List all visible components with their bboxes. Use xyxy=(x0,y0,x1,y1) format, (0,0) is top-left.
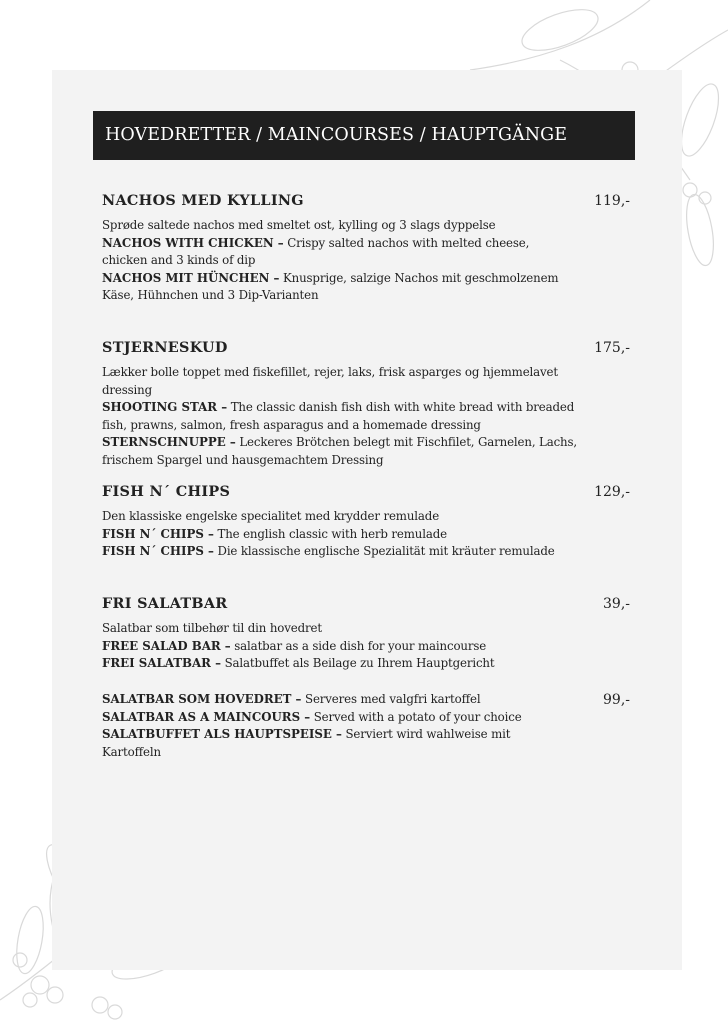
label-german: NACHOS MIT HÜNCHEN – xyxy=(102,270,280,285)
item-price: 99,- xyxy=(603,692,630,708)
section-title: HOVEDRETTER / MAINCOURSES / HAUPTGÄNGE xyxy=(105,125,568,145)
description-english: salatbar as a side dish for your maincourse xyxy=(230,638,487,653)
description-english: Served with a potato of your choice xyxy=(310,709,522,724)
label-english: FREE SALAD BAR – xyxy=(102,638,231,653)
item-title: FISH N´ CHIPS xyxy=(102,483,231,500)
item-description xyxy=(102,620,572,673)
item-price: 119,- xyxy=(594,193,630,209)
label-german: FISH N´ CHIPS – xyxy=(102,544,214,559)
label-german: STERNSCHNUPPE – xyxy=(102,435,236,450)
description-german: Serviert wird wahlweise mit Kartoffeln xyxy=(102,727,511,759)
description-danish: Salatbar som tilbehør til din hovedret xyxy=(102,621,322,635)
item-price: 39,- xyxy=(603,596,630,612)
menu-item-fish-n-chips xyxy=(102,483,630,561)
item-description xyxy=(102,364,582,470)
description-english: The classic danish fish dish with white bread with breaded fish, prawns, salmon, fresh asparagus and a homemade dressing xyxy=(102,400,575,432)
label-english: SHOOTING STAR – xyxy=(102,400,228,415)
item-title: STJERNESKUD xyxy=(102,339,228,356)
description-german: Die klassische englische Spezialität mit kräuter remulade xyxy=(213,544,555,559)
description-danish: Lækker bolle toppet med fiskefillet, rejer, laks, frisk asparges og hjemmelavet dressing xyxy=(102,365,558,397)
description-danish: Den klassiske engelske specialitet med krydder remulade xyxy=(102,509,440,523)
label-german: FREI SALATBAR – xyxy=(102,656,221,671)
section-header xyxy=(93,111,635,160)
item-title: FRI SALATBAR xyxy=(102,595,228,612)
label-english: FISH N´ CHIPS – xyxy=(102,526,214,541)
item-price: 129,- xyxy=(594,484,630,500)
menu-item-salatbar-main xyxy=(102,691,630,761)
description-german: Leckeres Brötchen belegt mit Fischfilet, Garnelen, Lachs, frischem Spargel und hausgemachtem Dressing xyxy=(102,435,577,467)
description-english: The english classic with herb remulade xyxy=(213,526,447,541)
label-danish: SALATBAR SOM HOVEDRET – xyxy=(102,692,302,706)
menu-item-fri-salatbar xyxy=(102,595,630,673)
description-german: Salatbuffet als Beilage zu Ihrem Hauptgericht xyxy=(220,656,495,671)
menu-item-nachos xyxy=(102,192,630,305)
item-description xyxy=(102,508,572,561)
item-price: 175,- xyxy=(594,340,630,356)
description-danish: Serveres med valgfri kartoffel xyxy=(301,692,481,706)
label-english: NACHOS WITH CHICKEN – xyxy=(102,235,284,250)
item-title: NACHOS MED KYLLING xyxy=(102,192,304,209)
item-description xyxy=(102,691,572,761)
item-description xyxy=(102,217,572,305)
label-english: SALATBAR AS A MAINCOURS – xyxy=(102,709,311,724)
description-danish: Sprøde saltede nachos med smeltet ost, kylling og 3 slags dyppelse xyxy=(102,218,496,232)
label-german: SALATBUFFET ALS HAUPTSPEISE – xyxy=(102,727,342,742)
description-german: Knusprige, salzige Nachos mit geschmolzenem Käse, Hühnchen und 3 Dip-Varianten xyxy=(102,270,559,303)
menu-item-stjerneskud xyxy=(102,339,630,470)
description-english: Crispy salted nachos with melted cheese, chicken and 3 kinds of dip xyxy=(102,235,530,268)
